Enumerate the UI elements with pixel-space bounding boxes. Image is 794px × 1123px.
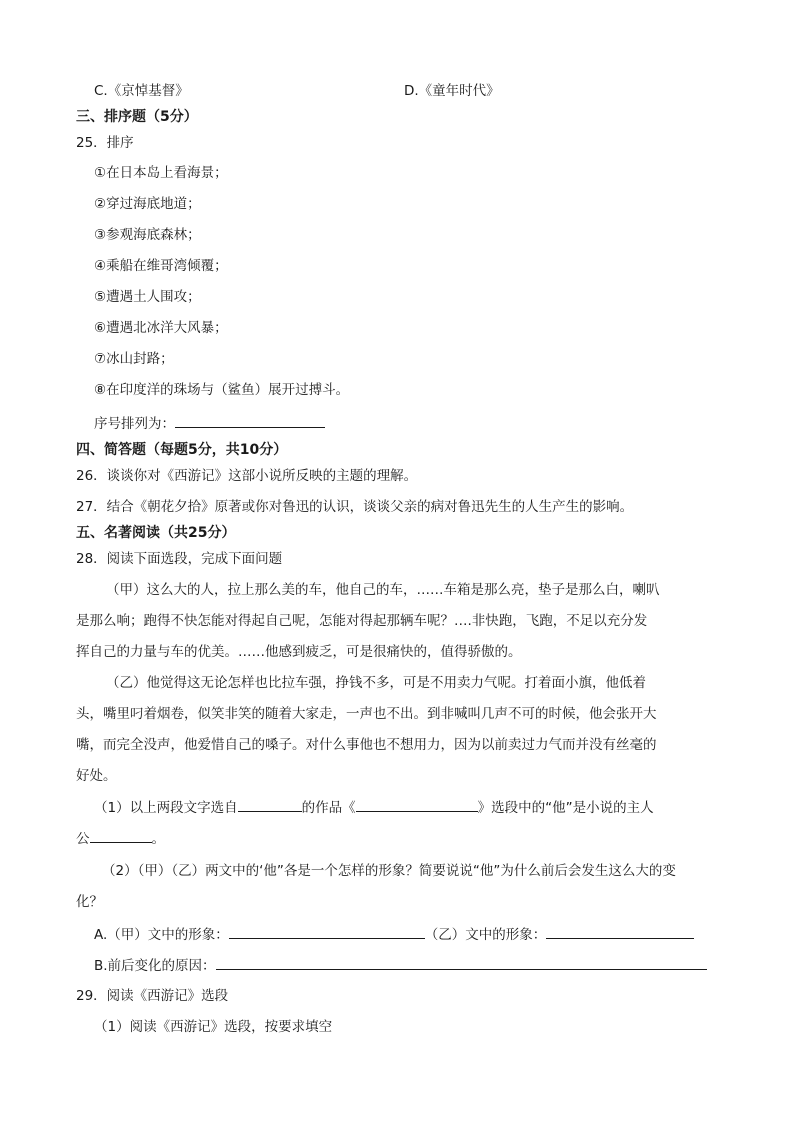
section-4-title: 四、简答题（每题5分，共10分）: [76, 442, 288, 458]
author-blank[interactable]: [238, 797, 302, 812]
passage-jia-line-3: 挥自己的力量与车的优美。……他感到疲乏，可是很痛快的，值得骄傲的。: [76, 644, 522, 660]
order-item-6: ⑥遭遇北冰洋大风暴；: [94, 320, 228, 336]
protagonist-blank[interactable]: [90, 828, 152, 843]
q26-text: 26．谈谈你对《西游记》这部小说所反映的主题的理解。: [76, 468, 418, 484]
q28-1-part1: （1）以上两段文字选自: [94, 800, 238, 816]
order-item-3: ③参观海底森林；: [94, 227, 201, 243]
order-item-2: ②穿过海底地道；: [94, 196, 201, 212]
q29-1-text: （1）阅读《西游记》选段，按要求填空: [94, 1019, 333, 1035]
q28-2-line-1: （2）（甲）（乙）两文中的‘他”各是一个怎样的形象？简要说说“他”为什么前后会发生这么大的变: [102, 863, 676, 879]
yi-image-blank[interactable]: [546, 924, 694, 939]
b-label: B.前后变化的原因：: [94, 958, 216, 974]
q28-2-a-row: [94, 924, 694, 945]
order-answer-blank[interactable]: [175, 413, 325, 428]
order-item-7: ⑦冰山封路；: [94, 351, 174, 367]
jia-image-blank[interactable]: [229, 924, 425, 939]
order-item-8: ⑧在印度洋的珠场与（鲨鱼）展开过搏斗。: [94, 382, 350, 398]
passage-yi-line-2: 头，嘴里叼着烟卷，似笑非笑的随着大家走，一声也不出。到非喊叫几声不可的时候，他会张开大: [76, 706, 657, 722]
q28-2-b-row: [94, 955, 707, 976]
option-c: C.《京悼基督》: [94, 83, 189, 99]
passage-jia-line-1: （甲）这么大的人，拉上那么美的车，他自己的车，……车箱是那么亮，垫子是那么白，喇叭: [106, 582, 660, 598]
reason-blank[interactable]: [216, 955, 707, 970]
order-item-4: ④乘船在维哥湾倾覆；: [94, 258, 228, 274]
q28-1-part2: 的作品《: [301, 800, 356, 816]
passage-yi-line-3: 嘴，而完全没声，他爱惜自己的嗓子。对什么事他也不想用力，因为以前卖过力气而并没有丝毫的: [76, 737, 657, 753]
q28-1-row-2: [76, 828, 165, 849]
q25-label: 25．排序: [76, 135, 134, 151]
q29-label: 29．阅读《西游记》选段: [76, 988, 229, 1004]
order-prompt: 序号排列为：: [94, 416, 175, 432]
order-answer-row: [94, 413, 325, 434]
passage-yi-line-4: 好处。: [76, 768, 117, 784]
q28-1-part3: 》选段中的“他”是小说的主人: [477, 800, 654, 816]
q27-text: 27．结合《朝花夕拾》原著或你对鲁迅的认识，谈谈父亲的病对鲁迅先生的人生产生的影响。: [76, 499, 634, 515]
q28-1-part4: 公: [76, 831, 90, 847]
passage-yi-line-1: （乙）他觉得这无论怎样也比拉车强，挣钱不多，可是不用卖力气呢。打着面小旗，他低着: [106, 675, 646, 691]
option-d: D.《童年时代》: [404, 83, 500, 99]
q28-label: 28．阅读下面选段，完成下面问题: [76, 551, 283, 567]
a-jia-label: A.（甲）文中的形象：: [94, 927, 229, 943]
section-5-title: 五、名著阅读（共25分）: [76, 525, 236, 541]
order-item-5: ⑤遭遇土人围攻；: [94, 289, 201, 305]
q28-2-line-2: 化？: [76, 894, 103, 910]
a-yi-label: （乙）文中的形象：: [424, 927, 547, 943]
section-3-title: 三、排序题（5分）: [76, 109, 198, 125]
order-item-1: ①在日本岛上看海景；: [94, 165, 228, 181]
q28-1-row: [94, 797, 654, 818]
work-title-blank[interactable]: [356, 797, 478, 812]
passage-jia-line-2: 是那么响；跑得不快怎能对得起自己呢，怎能对得起那辆车呢？….非快跑，飞跑，不足以充分发: [76, 613, 648, 629]
q28-1-part5: 。: [151, 831, 165, 847]
